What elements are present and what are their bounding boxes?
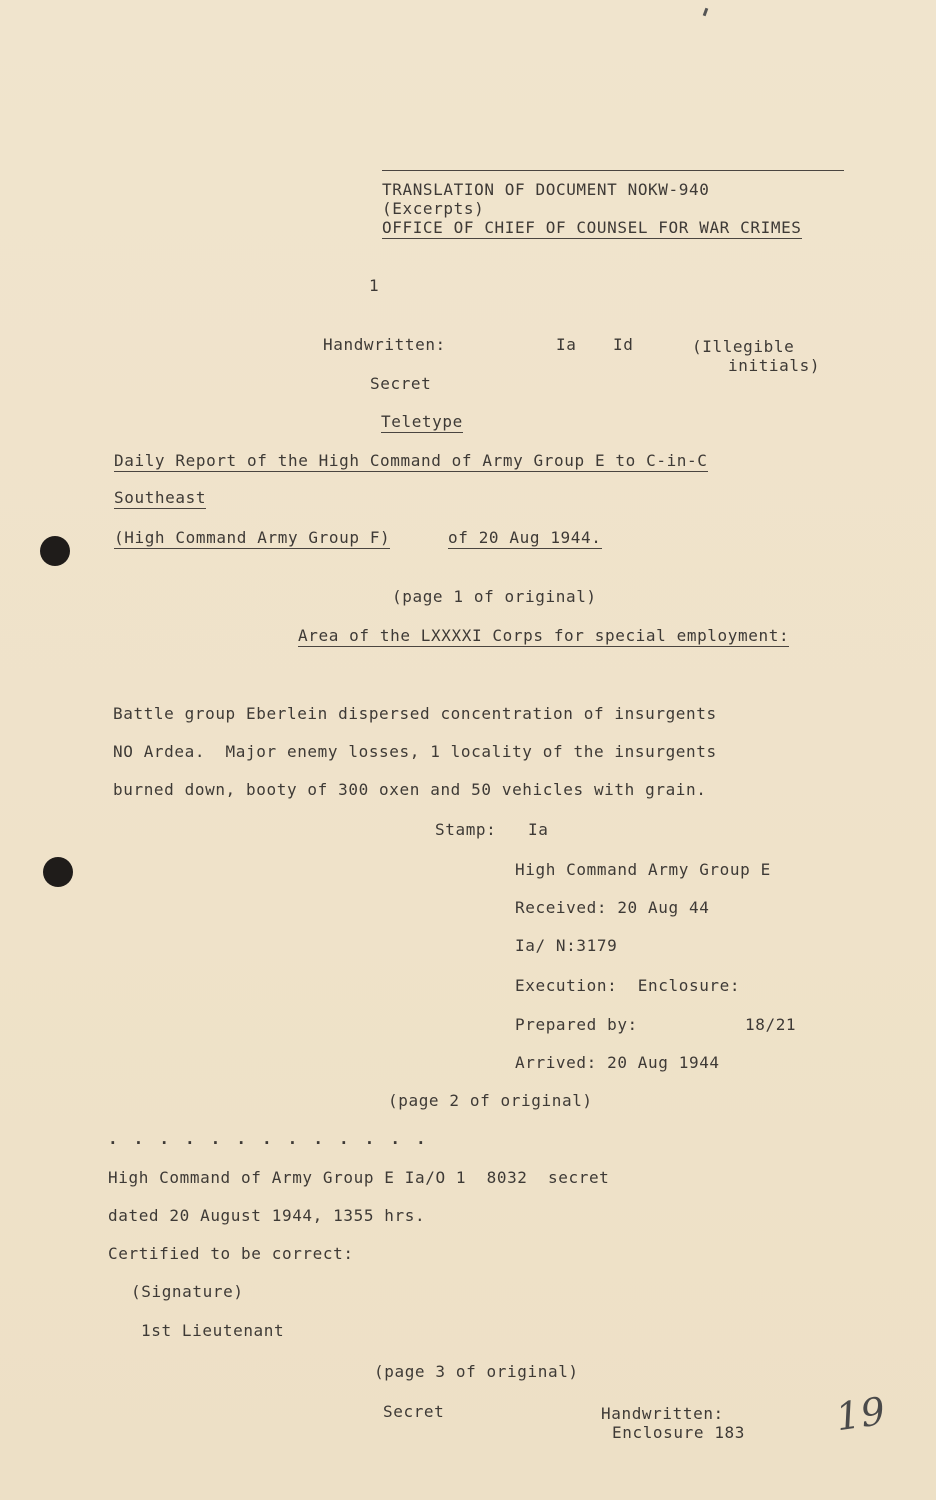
punch-hole bbox=[43, 857, 73, 887]
page-number: 1 bbox=[369, 276, 380, 295]
body-line-1: Battle group Eberlein dispersed concentration of insurgents bbox=[113, 704, 717, 723]
handwritten-ia: Ia bbox=[556, 335, 577, 354]
body-line-2: NO Ardea. Major enemy losses, 1 locality of the insurgents bbox=[113, 742, 717, 761]
bottom-secret: Secret bbox=[383, 1402, 445, 1421]
report-title-2: Southeast bbox=[114, 488, 207, 507]
punch-hole bbox=[40, 536, 70, 566]
stamp-ia: Ia bbox=[528, 820, 549, 839]
handwritten-folio-number: 19 bbox=[833, 1388, 889, 1440]
stamp-line-5-value: 18/21 bbox=[745, 1015, 797, 1034]
header-line-1: TRANSLATION OF DOCUMENT NOKW-940 bbox=[382, 180, 710, 199]
stamp-line-5-label: Prepared by: bbox=[515, 1015, 638, 1034]
stamp-label: Stamp: bbox=[435, 820, 497, 839]
header-line-2: (Excerpts) bbox=[382, 199, 485, 218]
footer-line-2: dated 20 August 1944, 1355 hrs. bbox=[108, 1206, 426, 1225]
page-1-marker: (page 1 of original) bbox=[392, 587, 597, 606]
body-line-3: burned down, booty of 300 oxen and 50 vehicles with grain. bbox=[113, 780, 707, 799]
report-title-3b: of 20 Aug 1944. bbox=[448, 528, 602, 547]
footer-line-3: Certified to be correct: bbox=[108, 1244, 354, 1263]
illegible-note-2: initials) bbox=[728, 356, 821, 375]
illegible-note-1: (Illegible bbox=[692, 337, 795, 356]
header-line-3: OFFICE OF CHIEF OF COUNSEL FOR WAR CRIMES bbox=[382, 218, 802, 237]
footer-rank: 1st Lieutenant bbox=[141, 1321, 285, 1340]
report-title-3a: (High Command Army Group F) bbox=[114, 528, 391, 547]
stamp-line-6: Arrived: 20 Aug 1944 bbox=[515, 1053, 720, 1072]
ink-mark bbox=[703, 8, 709, 17]
stamp-line-1: High Command Army Group E bbox=[515, 860, 771, 879]
stamp-line-3: Ia/ N:3179 bbox=[515, 936, 618, 955]
ellipsis-dots: . . . . . . . . . . . . . bbox=[108, 1129, 429, 1148]
classification: Secret bbox=[370, 374, 432, 393]
teletype-label: Teletype bbox=[381, 412, 463, 431]
page-3-marker: (page 3 of original) bbox=[374, 1362, 579, 1381]
handwritten-id: Id bbox=[613, 335, 634, 354]
bottom-enclosure: Enclosure 183 bbox=[612, 1423, 746, 1442]
footer-signature: (Signature) bbox=[131, 1282, 244, 1301]
area-heading: Area of the LXXXXI Corps for special employment: bbox=[298, 626, 790, 645]
bottom-handwritten-label: Handwritten: bbox=[601, 1404, 724, 1423]
stamp-line-2: Received: 20 Aug 44 bbox=[515, 898, 710, 917]
handwritten-label: Handwritten: bbox=[323, 335, 446, 354]
stamp-line-4: Execution: Enclosure: bbox=[515, 976, 741, 995]
footer-line-1: High Command of Army Group E Ia/O 1 8032 secret bbox=[108, 1168, 610, 1187]
header-rule bbox=[382, 170, 844, 171]
report-title-1: Daily Report of the High Command of Army Group E to C-in-C bbox=[114, 451, 708, 470]
page-2-marker: (page 2 of original) bbox=[388, 1091, 593, 1110]
